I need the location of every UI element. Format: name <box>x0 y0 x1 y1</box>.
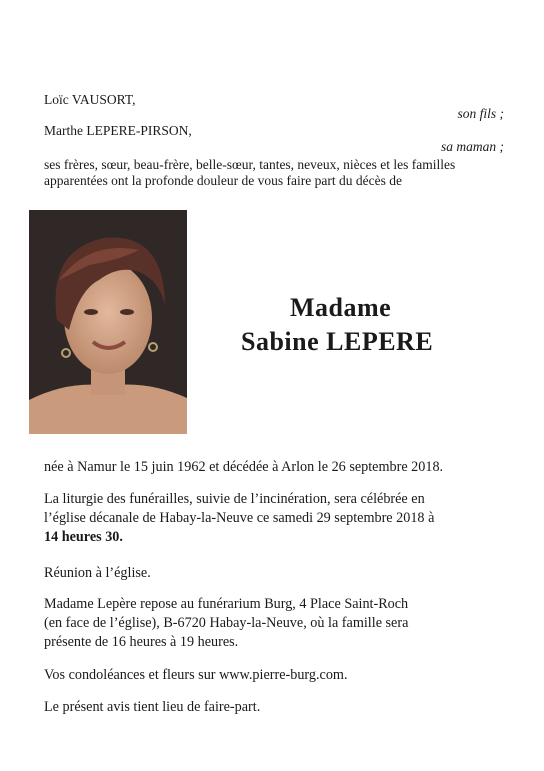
resting-paragraph <box>44 595 502 652</box>
liturgy-line-2: l’église décanale de Habay-la-Neuve ce samedi 29 septembre 2018 à <box>44 510 435 526</box>
mother-name: Marthe LEPERE-PIRSON, <box>44 123 192 138</box>
portrait-photo <box>29 210 187 434</box>
notice-paragraph <box>44 698 502 717</box>
mother-role: sa maman ; <box>441 139 504 154</box>
liturgy-line-1: La liturgie des funérailles, suivie de l’incinération, sera célébrée en <box>44 491 425 507</box>
son-role: son fils ; <box>457 106 504 121</box>
liturgy-time: 14 heures 30. <box>44 529 123 545</box>
family-line-2: apparentées ont la profonde douleur de vous faire part du décès de <box>44 173 402 188</box>
resting-line-2: (en face de l’église), B-6720 Habay-la-Neuve, où la famille sera <box>44 615 409 631</box>
birth-death-line: née à Namur le 15 juin 1962 et décédée à Arlon le 26 septembre 2018. <box>44 459 444 475</box>
deceased-title: Madame <box>290 293 392 322</box>
condolences-paragraph <box>44 666 502 685</box>
body-text <box>44 458 502 477</box>
son-name: Loïc VAUSORT, <box>44 92 136 107</box>
resting-line-1: Madame Lepère repose au funérarium Burg, 4 Place Saint-Roch <box>44 596 409 612</box>
notice-line: Le présent avis tient lieu de faire-part. <box>44 699 261 715</box>
condolences-line: Vos condoléances et fleurs sur www.pierre-burg.com. <box>44 667 348 683</box>
deceased-name: Sabine LEPERE <box>241 327 434 356</box>
resting-line-3: présente de 16 heures à 19 heures. <box>44 634 239 650</box>
reunion-paragraph <box>44 564 502 583</box>
family-line-1: ses frères, sœur, beau-frère, belle-sœur, tantes, neveux, nièces et les familles <box>44 157 456 172</box>
liturgy-paragraph <box>44 490 502 547</box>
reunion-line: Réunion à l’église. <box>44 565 151 581</box>
